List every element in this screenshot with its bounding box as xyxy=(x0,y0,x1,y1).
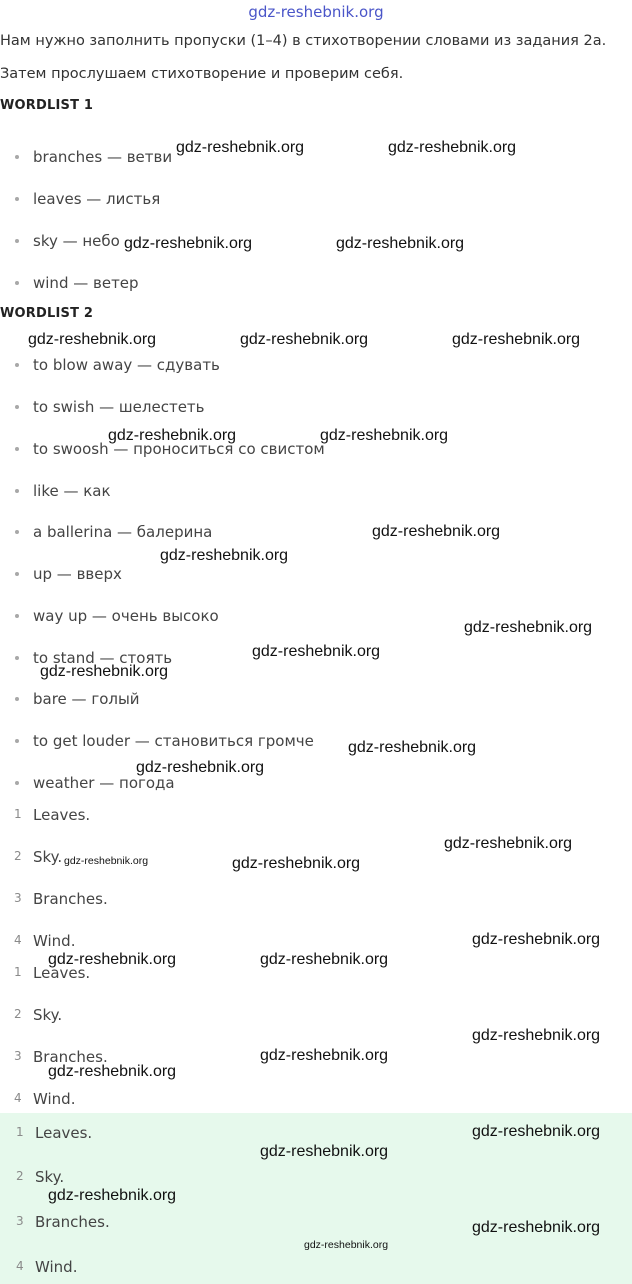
bullet-icon xyxy=(15,281,19,285)
list-item: branches — ветви xyxy=(0,148,400,168)
watermark: gdz-reshebnik.org xyxy=(48,1063,177,1080)
watermark: gdz-reshebnik.org xyxy=(388,139,517,156)
watermark: gdz-reshebnik.org xyxy=(124,235,253,252)
watermark: gdz-reshebnik.org xyxy=(452,331,581,348)
list-item: up — вверх xyxy=(0,565,420,585)
bullet-icon xyxy=(15,197,19,201)
watermark: gdz-reshebnik.org xyxy=(464,619,593,636)
list-item: to swish — шелестеть xyxy=(0,398,420,418)
bullet-icon xyxy=(15,489,19,493)
watermark: gdz-reshebnik.org xyxy=(472,1123,601,1140)
watermark: gdz-reshebnik.org xyxy=(160,547,289,564)
watermark: gdz-reshebnik.org xyxy=(444,835,573,852)
list-item: a ballerina — балерина xyxy=(0,523,420,543)
list-item: to stand — стоять xyxy=(0,649,420,669)
watermark: gdz-reshebnik.org xyxy=(28,331,157,348)
bullet-icon xyxy=(15,739,19,743)
intro-text-2: Затем прослушаем стихотворение и проверим себя. xyxy=(0,66,404,82)
answer-item-3: 3 Branches. xyxy=(14,890,108,908)
watermark: gdz-reshebnik.org xyxy=(240,331,369,348)
list-item: bare — голый xyxy=(0,690,420,710)
watermark: gdz-reshebnik.org xyxy=(320,427,449,444)
list-item: weather — погода xyxy=(0,774,420,794)
answer-item-2: 2 Sky. xyxy=(16,1168,65,1186)
intro-text-1: Нам нужно заполнить пропуски (1–4) в стихотворении словами из задания 2a. xyxy=(0,33,607,49)
bullet-icon xyxy=(15,447,19,451)
answer-item-2: 2 Sky. xyxy=(14,848,63,866)
answer-item-4: 4 Wind. xyxy=(14,932,76,950)
bullet-icon xyxy=(15,656,19,660)
watermark: gdz-reshebnik.org xyxy=(40,663,169,680)
bullet-icon xyxy=(15,155,19,159)
site-header-link[interactable]: gdz-reshebnik.org xyxy=(248,3,384,21)
watermark: gdz-reshebnik.org xyxy=(64,855,149,867)
watermark: gdz-reshebnik.org xyxy=(108,427,237,444)
watermark: gdz-reshebnik.org xyxy=(472,1219,601,1236)
answer-item-4: 4 Wind. xyxy=(16,1258,78,1276)
bullet-icon xyxy=(15,530,19,534)
watermark: gdz-reshebnik.org xyxy=(48,951,177,968)
watermark: gdz-reshebnik.org xyxy=(336,235,465,252)
bullet-icon xyxy=(15,781,19,785)
answer-item-2: 2 Sky. xyxy=(14,1006,63,1024)
list-item: way up — очень высоко xyxy=(0,607,420,627)
wordlist-1-heading: WORDLIST 1 xyxy=(0,98,94,113)
bullet-icon xyxy=(15,572,19,576)
list-item: leaves — листья xyxy=(0,190,400,210)
bullet-icon xyxy=(15,239,19,243)
answer-item-3: 3 Branches. xyxy=(16,1213,110,1231)
list-item: to blow away — сдувать xyxy=(0,356,420,376)
bullet-icon xyxy=(15,363,19,367)
answer-item-1: 1 Leaves. xyxy=(14,806,91,824)
answer-item-3: 3 Branches. xyxy=(14,1048,108,1066)
watermark: gdz-reshebnik.org xyxy=(372,523,501,540)
watermark: gdz-reshebnik.org xyxy=(232,855,361,872)
list-item: sky — небо xyxy=(0,232,400,252)
list-item: to swoosh — проноситься со свистом xyxy=(0,440,420,460)
watermark: gdz-reshebnik.org xyxy=(260,951,389,968)
bullet-icon xyxy=(15,614,19,618)
bullet-icon xyxy=(15,405,19,409)
watermark: gdz-reshebnik.org xyxy=(176,139,305,156)
answer-item-1: 1 Leaves. xyxy=(14,964,91,982)
watermark: gdz-reshebnik.org xyxy=(252,643,381,660)
bullet-icon xyxy=(15,697,19,701)
watermark: gdz-reshebnik.org xyxy=(472,931,601,948)
list-item: like — как xyxy=(0,482,420,502)
answer-item-4: 4 Wind. xyxy=(14,1090,76,1108)
watermark: gdz-reshebnik.org xyxy=(136,759,265,776)
wordlist-2-heading: WORDLIST 2 xyxy=(0,306,94,321)
answer-item-1: 1 Leaves. xyxy=(16,1124,93,1142)
list-item: to get louder — становиться громче xyxy=(0,732,420,752)
watermark: gdz-reshebnik.org xyxy=(260,1143,389,1160)
watermark: gdz-reshebnik.org xyxy=(260,1047,389,1064)
watermark: gdz-reshebnik.org xyxy=(348,739,477,756)
watermark: gdz-reshebnik.org xyxy=(472,1027,601,1044)
list-item: wind — ветер xyxy=(0,274,400,294)
watermark: gdz-reshebnik.org xyxy=(48,1187,177,1204)
watermark: gdz-reshebnik.org xyxy=(304,1239,389,1251)
